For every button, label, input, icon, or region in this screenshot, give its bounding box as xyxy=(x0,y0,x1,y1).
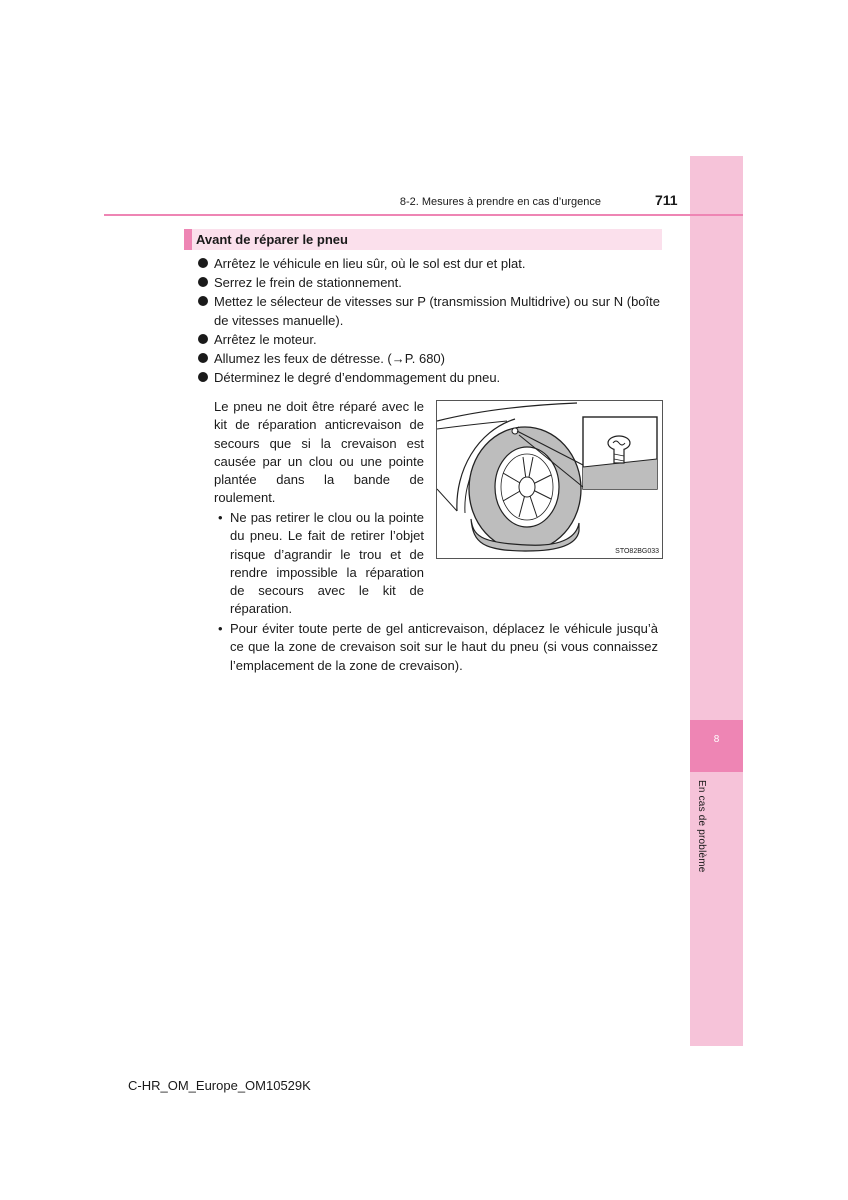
page-number: 711 xyxy=(655,192,678,208)
dot-marker: • xyxy=(218,621,223,636)
document-code: C-HR_OM_Europe_OM10529K xyxy=(128,1078,311,1093)
side-tab xyxy=(690,156,743,1046)
note-text: Ne pas retirer le clou ou la pointe du pneu. Le fait de retirer l’objet risque d’agrandir le trou et de rendre impossible la réparation de secours avec le kit de réparation. xyxy=(230,510,424,617)
chapter-title: En cas de problème xyxy=(696,780,707,873)
instruction-item xyxy=(198,349,660,368)
side-tab-chapter-marker xyxy=(690,720,743,772)
figure-code: STO82BG033 xyxy=(615,548,659,555)
bullet-icon xyxy=(198,353,208,363)
instruction-text: Déterminez le degré d’endommagement du pneu. xyxy=(214,370,501,385)
repair-condition-paragraph: Le pneu ne doit être réparé avec le kit de réparation anticrevaison de secours que si la crevaison est causée par un clou ou une pointe plantée dans la bande de roulement. xyxy=(214,399,424,506)
bullet-icon xyxy=(198,277,208,287)
instruction-text: Mettez le sélecteur de vitesses sur P (transmission Multidrive) ou sur N (boîte de vitesses manuelle). xyxy=(214,294,660,328)
instruction-text: Allumez les feux de détresse. (→P. 680) xyxy=(214,351,445,366)
header-section-title: 8-2. Mesures à prendre en cas d’urgence xyxy=(399,196,601,208)
chapter-number: 8 xyxy=(713,734,720,745)
instruction-text: Arrêtez le moteur. xyxy=(214,332,317,347)
instruction-item xyxy=(198,330,660,349)
instruction-item xyxy=(198,292,660,330)
bullet-icon xyxy=(198,296,208,306)
instruction-text: Serrez le frein de stationnement. xyxy=(214,275,402,290)
dot-marker: • xyxy=(218,510,223,525)
bullet-icon xyxy=(198,372,208,382)
instruction-item xyxy=(198,254,660,273)
bullet-icon xyxy=(198,334,208,344)
instruction-list xyxy=(198,254,660,387)
header-rule xyxy=(104,214,743,216)
note-text: Pour éviter toute perte de gel anticrevaison, déplacez le véhicule jusqu’à ce que la zone de crevaison soit sur le haut du pneu (si vous connaissez l’emplacement de la zone de crevaison). xyxy=(230,621,658,673)
bullet-icon xyxy=(198,258,208,268)
instruction-item xyxy=(198,273,660,292)
note-item xyxy=(216,509,424,619)
note-item xyxy=(216,620,658,675)
section-title: Avant de réparer le pneu xyxy=(196,232,348,247)
instruction-item xyxy=(198,368,660,387)
flat-tire-illustration xyxy=(436,400,663,559)
instruction-text: Arrêtez le véhicule en lieu sûr, où le sol est dur et plat. xyxy=(214,256,526,271)
tire-with-nail-icon xyxy=(437,401,663,559)
